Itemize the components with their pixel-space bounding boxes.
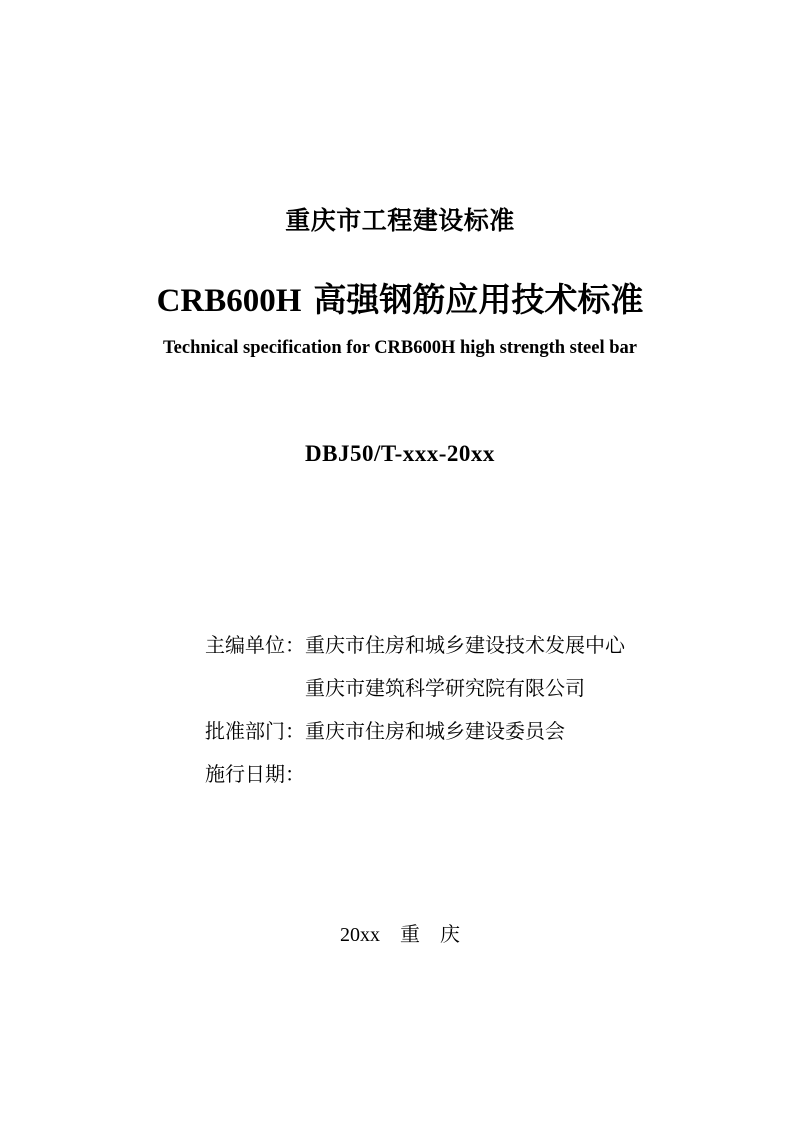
editor-organization-1: 重庆市住房和城乡建设技术发展中心 — [305, 635, 625, 657]
standard-category-heading: 重庆市工程建设标准 — [285, 207, 515, 235]
effective-date-line — [205, 754, 625, 797]
approver-organization: 重庆市住房和城乡建设委员会 — [305, 721, 565, 743]
editor-label: 主编单位： — [205, 635, 305, 657]
effective-date-label: 施行日期： — [205, 764, 305, 786]
document-title-english: Technical specification for CRB600H high strength steel bar — [163, 338, 637, 358]
publication-info-block — [205, 625, 625, 797]
editor-line-2 — [205, 668, 625, 711]
approver-label: 批准部门： — [205, 721, 305, 743]
publication-year-city: 20xx 重 庆 — [340, 924, 460, 946]
editor-organization-2: 重庆市建筑科学研究院有限公司 — [305, 678, 585, 700]
document-title-code: CRB600H — [156, 283, 302, 319]
document-title — [0, 280, 800, 321]
standard-number: DBJ50/T-xxx-20xx — [305, 441, 495, 466]
approver-line — [205, 711, 625, 754]
document-title-chinese: 高强钢筋应用技术标准 — [313, 281, 644, 318]
editor-line — [205, 625, 625, 668]
